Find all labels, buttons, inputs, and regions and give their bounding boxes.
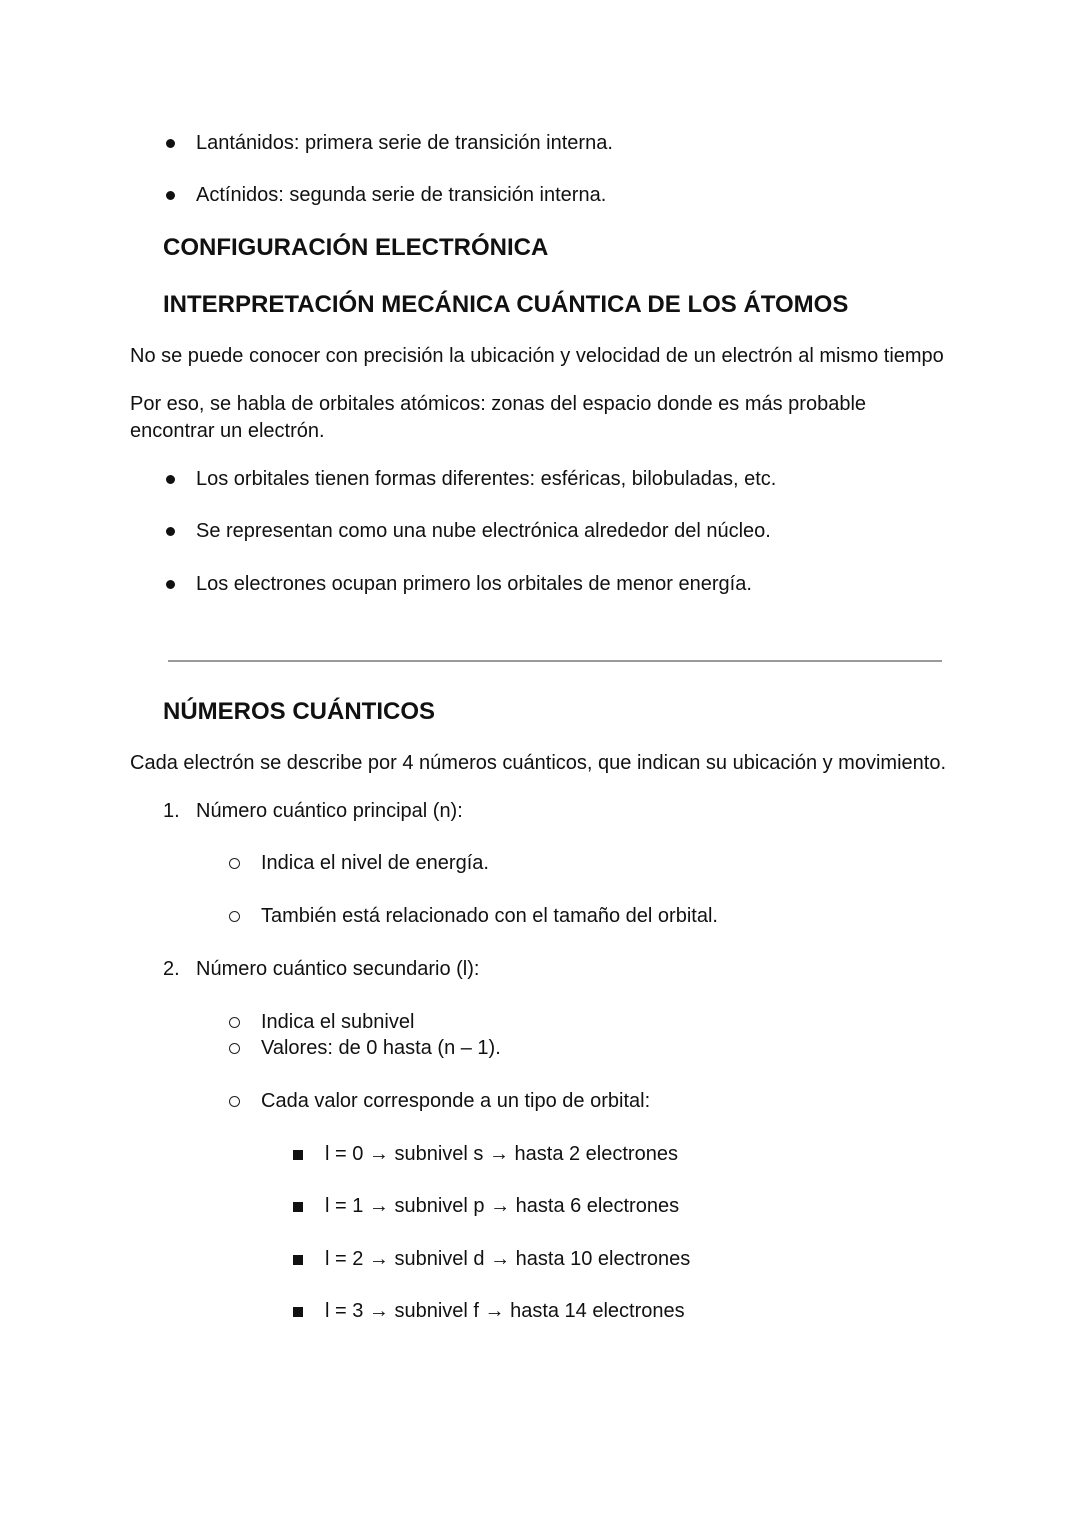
square-bullet-icon xyxy=(293,1255,303,1265)
bullet-icon xyxy=(166,527,175,536)
paragraph: encontrar un electrón. xyxy=(130,420,325,442)
list-item: Actínidos: segunda serie de transición interna. xyxy=(196,184,607,206)
heading-interpretacion: INTERPRETACIÓN MECÁNICA CUÁNTICA DE LOS ÁTOMOS xyxy=(163,291,849,318)
heading-numeros-cuanticos: NÚMEROS CUÁNTICOS xyxy=(163,698,436,725)
bullet-icon xyxy=(166,139,175,148)
bullet-icon xyxy=(166,580,175,589)
list-item: Número cuántico principal (n): xyxy=(196,800,463,822)
list-item: l = 1 → subnivel p → hasta 6 electrones xyxy=(325,1195,680,1217)
circle-bullet-icon xyxy=(229,1096,240,1107)
square-bullet-icon xyxy=(293,1307,303,1317)
list-item: Lantánidos: primera serie de transición interna. xyxy=(196,132,613,154)
divider xyxy=(168,660,942,662)
list-item: Valores: de 0 hasta (n – 1). xyxy=(261,1037,501,1059)
paragraph: No se puede conocer con precisión la ubicación y velocidad de un electrón al mismo tiempo xyxy=(130,345,944,367)
list-item: Se representan como una nube electrónica alrededor del núcleo. xyxy=(196,520,771,542)
circle-bullet-icon xyxy=(229,1043,240,1054)
circle-bullet-icon xyxy=(229,911,240,922)
list-number: 2. xyxy=(163,958,180,980)
list-number: 1. xyxy=(163,800,180,822)
paragraph: Cada electrón se describe por 4 números cuánticos, que indican su ubicación y movimiento. xyxy=(130,752,946,774)
list-item: Indica el nivel de energía. xyxy=(261,852,489,874)
circle-bullet-icon xyxy=(229,858,240,869)
circle-bullet-icon xyxy=(229,1017,240,1028)
bullet-icon xyxy=(166,475,175,484)
list-item: También está relacionado con el tamaño del orbital. xyxy=(261,905,718,927)
list-item: l = 3 → subnivel f → hasta 14 electrones xyxy=(325,1300,685,1322)
list-item: Indica el subnivel xyxy=(261,1011,415,1033)
bullet-icon xyxy=(166,191,175,200)
square-bullet-icon xyxy=(293,1150,303,1160)
paragraph: Por eso, se habla de orbitales atómicos: zonas del espacio donde es más probable xyxy=(130,393,867,415)
square-bullet-icon xyxy=(293,1202,303,1212)
list-item: Los electrones ocupan primero los orbitales de menor energía. xyxy=(196,573,752,595)
list-item: Número cuántico secundario (l): xyxy=(196,958,480,980)
list-item: l = 0 → subnivel s → hasta 2 electrones xyxy=(325,1143,678,1165)
list-item: l = 2 → subnivel d → hasta 10 electrones xyxy=(325,1248,691,1270)
list-item: Cada valor corresponde a un tipo de orbital: xyxy=(261,1090,651,1112)
heading-configuracion: CONFIGURACIÓN ELECTRÓNICA xyxy=(163,234,549,261)
list-item: Los orbitales tienen formas diferentes: esféricas, bilobuladas, etc. xyxy=(196,468,777,490)
